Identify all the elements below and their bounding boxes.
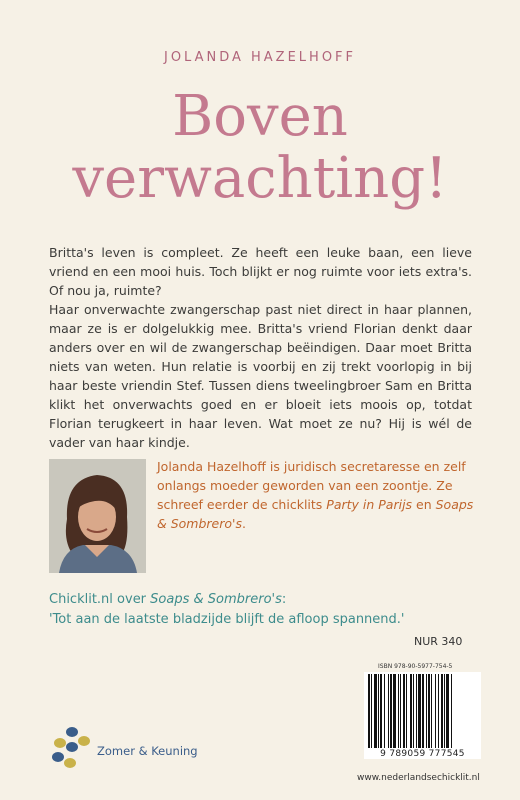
barcode-bar <box>368 674 370 748</box>
barcode-bar <box>403 674 405 748</box>
website-url: www.nederlandsechicklit.nl <box>357 773 480 783</box>
quote-source <box>49 592 286 607</box>
barcode-bar <box>410 674 412 748</box>
barcode-bar <box>428 674 430 748</box>
author-bio <box>157 457 475 533</box>
barcode-bar <box>384 674 385 748</box>
barcode-bar <box>431 674 432 748</box>
barcode-bar <box>400 674 401 748</box>
bio-book-1: Party in Parijs <box>326 497 413 512</box>
barcode-bar <box>418 674 421 748</box>
bio-text-end: . <box>241 516 246 531</box>
barcode-bar <box>390 674 392 748</box>
barcode-bar <box>378 674 379 748</box>
bio-book-2: Soaps & Sombrero's <box>157 497 474 531</box>
barcode-bar <box>438 674 439 748</box>
quote-source-book: Soaps & Sombrero's <box>150 592 282 607</box>
blurb-paragraph-1: Britta's leven is compleet. Ze heeft een leuke baan, een lieve vriend en een mooi huis. Toch blijkt er nog ruimte voor iets extra's. Of nou ja, ruimte? <box>49 245 472 298</box>
review-quote: 'Tot aan de laatste bladzijde blijft de afloop spannend.' <box>49 612 405 627</box>
barcode-bars <box>364 672 481 750</box>
barcode-bar <box>444 674 445 748</box>
barcode-bar <box>413 674 414 748</box>
author-name: JOLANDA HAZELHOFF <box>163 50 357 65</box>
barcode-bar <box>435 674 436 748</box>
barcode-bar <box>446 674 449 748</box>
author-portrait-image <box>49 459 146 573</box>
barcode-bar <box>422 674 424 748</box>
barcode-bar <box>398 674 399 748</box>
quote-source-prefix: Chicklit.nl over <box>49 592 151 607</box>
barcode-bar <box>406 674 407 748</box>
barcode-bar <box>451 674 452 748</box>
nur-code: NUR 340 <box>414 635 463 648</box>
barcode-bar <box>441 674 443 748</box>
book-title <box>0 86 520 210</box>
barcode-bar <box>388 674 389 748</box>
barcode-digits: 9 789059 777545 <box>364 749 481 759</box>
blurb-paragraph-2: Haar onverwachte zwangerschap past niet direct in haar plannen, maar ze is er dolgelukkig mee. Britta's vriend Florian denkt daar anders over en wil de zwangerschap beëindigen. Daar moet Britta niets van weten. Hun relatie is voorbij en zij trekt voorlopig in bij haar beste vriendin Stef. Tussen diens tweelingbroer Sam en Britta klikt het onverwachts goed en er bloeit iets moois op, totdat Florian terugkeert in haar leven. Wat moet ze nu? Hij is wél de vader van haar kindje. <box>49 302 472 450</box>
isbn-number: ISBN 978-90-5977-754-5 <box>378 663 453 670</box>
barcode-bar <box>416 674 417 748</box>
barcode-bar <box>374 674 377 748</box>
publisher-logo-icon <box>50 723 96 773</box>
bio-text-start: Jolanda Hazelhoff is juridisch secretaresse en zelf onlangs moeder geworden van een zoontje. Ze schreef eerder de chicklits <box>157 459 466 512</box>
barcode-bar <box>371 674 372 748</box>
author-photo <box>49 459 146 573</box>
bio-text-between: en <box>412 497 436 512</box>
title-line-2: verwachting! <box>72 146 448 211</box>
barcode-bar <box>426 674 427 748</box>
publisher-name: Zomer & Keuning <box>97 744 198 758</box>
quote-source-suffix: : <box>281 592 287 607</box>
barcode-bar <box>380 674 382 748</box>
title-line-1: Boven <box>172 84 348 149</box>
barcode <box>364 672 481 756</box>
barcode-bar <box>393 674 396 748</box>
